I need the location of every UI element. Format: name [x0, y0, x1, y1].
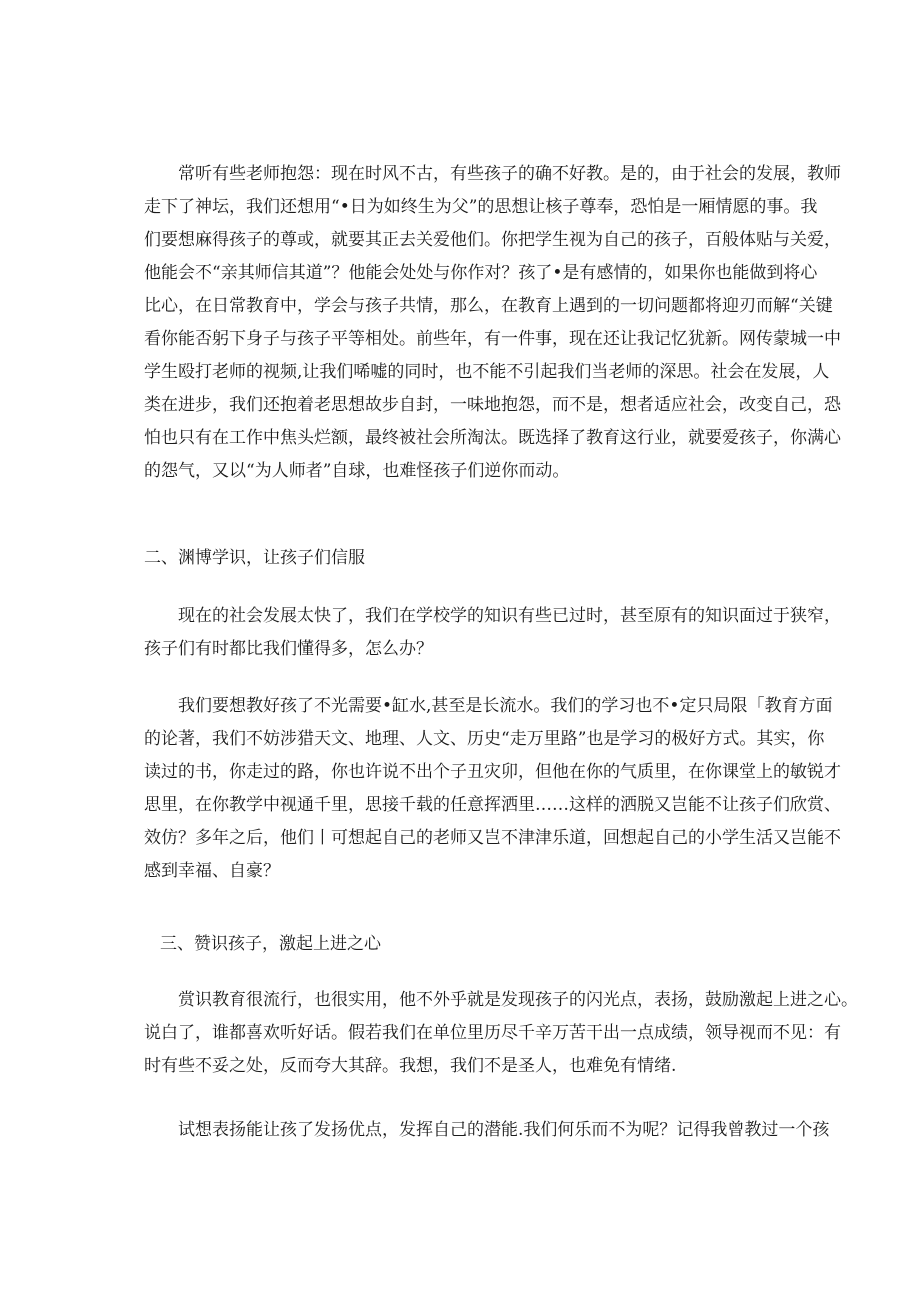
text-line: 类在进步，我们还抱着老思想故步自封，一味地抱怨，而不是，想者适应社会，改变自己，恐: [144, 395, 841, 415]
text-line: 看你能否躬下身子与孩子平等相处。前些年，有一件事，现在还让我记忆犹新。网传蒙城一中: [144, 329, 841, 349]
text-line: 我们要想教好孩了不光需要•缸水,甚至是长流水。我们的学习也不•定只局限「教育方面: [178, 696, 833, 716]
text-line: 常听有些老师抱怨：现在时风不古，有些孩子的确不好教。是的，由于社会的发展，教师: [178, 164, 841, 184]
text-line: 们要想麻得孩子的尊或，就要其正去关爱他们。你把学生视为自己的孩子，百般体贴与关爱，: [144, 230, 841, 250]
text-line: 现在的社会发展太快了，我们在学校学的知识有些已过时，甚至原有的知识面过于狭窄，: [178, 606, 841, 626]
text-line: 的论著，我们不妨涉猎天文、地理、人文、历史“走万里路”也是学习的极好方式。其实，你: [144, 729, 825, 749]
text-line: 比心，在日常教育中，学会与孩子共情，那么，在教育上遇到的一切问题都将迎刃而解“关键: [144, 296, 833, 316]
text-line: 说白了，谁都喜欢听好话。假若我们在单位里历尽千辛万苦干出一点成绩，领导视而不见：有: [144, 1023, 841, 1043]
text-line: 读过的书，你走过的路，你也许说不出个子丑灾卯，但他在你的气质里，在你课堂上的敏锐才: [144, 762, 841, 782]
section-heading-three: 三、赞识孩子，激起上进之心: [160, 934, 381, 954]
text-line: 学生殴打老师的视频,让我们唏嘘的同时，也不能不引起我们当老师的深思。社会在发展，人: [144, 362, 830, 382]
paragraph-appreciation-education: [144, 984, 858, 1083]
paragraph-continuous-learning: [144, 690, 841, 888]
text-line: 孩子们有时都比我们懂得多，怎么办？: [144, 639, 433, 659]
paragraph-teacher-complaints: [144, 158, 841, 488]
text-line: 赏识教育很流行，也很实用，他不外乎就是发现孩子的闪光点，表扬，鼓励激起上进之心。: [178, 990, 858, 1010]
text-line: 试想表扬能让孩了发扬优点，发挥自己的潜能.我们何乐而不为呢？记得我曾教过一个孩: [178, 1120, 830, 1140]
text-line: 怕也只有在工作中焦头烂额，最终被社会所淘汰。既选择了教育这行业，就要爱孩子，你满心: [144, 428, 841, 448]
paragraph-praise-potential: [144, 1114, 830, 1147]
text-line: 思里，在你教学中视通千里，思接千载的任意挥洒里……这样的洒脱又岂能不让孩子们欣赏、: [144, 795, 841, 815]
text-line: 效仿？多年之后，他们丨可想起自己的老师又岂不津津乐道，回想起自己的小学生活又岂能不: [144, 828, 841, 848]
section-heading-two: 二、渊博学识，让孩子们信服: [144, 548, 365, 568]
text-line: 感到幸福、自豪？: [144, 861, 280, 881]
text-line: 时有些不妥之处，反而夸大其辞。我想，我们不是圣人，也难免有情绪.: [144, 1056, 677, 1076]
text-line: 走下了神坛，我们还想用“•日为如终生为父”的思想让核子尊奉，恐怕是一厢情愿的事。我: [144, 197, 818, 217]
text-line: 的怨气，又以“为人师者”自球，也难怪孩子们逆你而动。: [144, 461, 570, 481]
paragraph-knowledge-outdated: [144, 600, 841, 666]
text-line: 他能会不“亲其师信其道”？他能会处处与你作对？孩了•是有感情的，如果你也能做到将心: [144, 263, 818, 283]
